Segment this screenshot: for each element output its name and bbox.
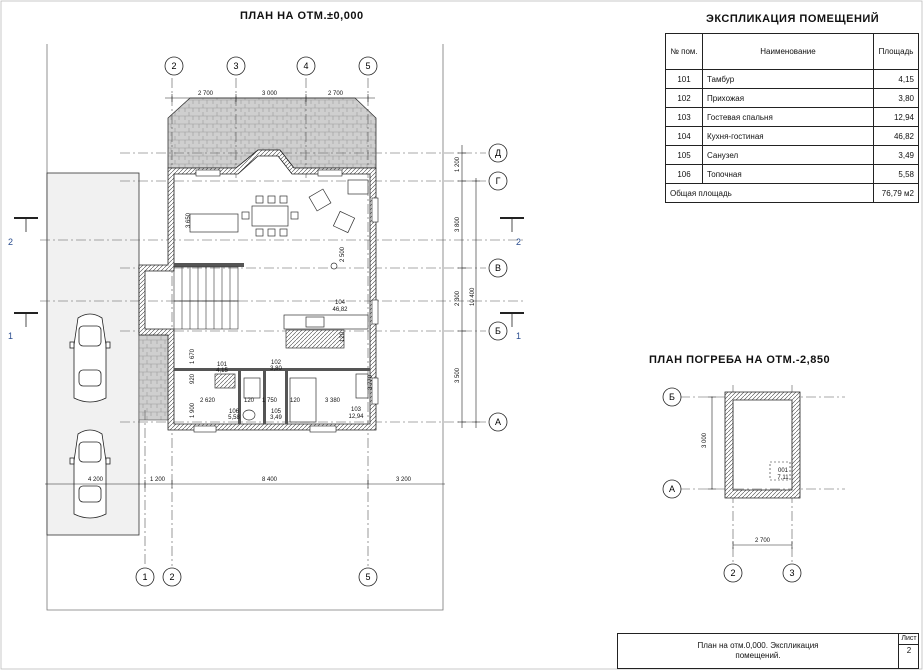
sheet-label: Лист — [899, 634, 919, 645]
axis-label: В — [494, 263, 502, 273]
sofa — [190, 214, 238, 232]
room-tag-number: 104 — [334, 300, 346, 306]
room-tag-area: 3,80 — [270, 366, 282, 372]
section-label: 2 — [8, 237, 14, 247]
room-tag-area: 46,82 — [332, 307, 348, 313]
header-area: Площадь — [874, 34, 919, 70]
dim-interior: 1 750 — [262, 398, 278, 404]
dim-interior: 120 — [244, 398, 255, 404]
room-tag-area: 12,94 — [348, 414, 364, 420]
room-tag-number: 106 — [228, 409, 240, 415]
dim-interior: 120 — [290, 398, 301, 404]
cellar-dim-height: 3 000 — [702, 432, 708, 448]
room-number: 104 — [666, 127, 703, 146]
room-tag-number: 102 — [270, 360, 282, 366]
axis-label: 3 — [233, 61, 239, 71]
armchair — [333, 211, 354, 232]
side-paving — [139, 335, 169, 420]
axis-label: Б — [495, 326, 501, 336]
room-tag-area: 4,15 — [216, 368, 228, 374]
room-area: 3,49 — [874, 146, 919, 165]
dim-right-outer: 10 400 — [470, 287, 476, 306]
dim-right-1: 1 200 — [455, 156, 461, 172]
axis-label: Б — [669, 392, 675, 402]
total-label: Общая площадь — [666, 184, 874, 203]
dim-interior: 2 500 — [340, 246, 346, 262]
dim-car: 4 200 — [88, 477, 104, 483]
dim-right-3: 2 300 — [455, 290, 461, 306]
room-area: 3,80 — [874, 89, 919, 108]
room-tag-number: 101 — [216, 362, 228, 368]
room-tag-number: 105 — [270, 409, 282, 415]
dim-right-4: 3 500 — [455, 367, 461, 383]
cellar-dim-width: 2 700 — [755, 538, 771, 544]
room-name: Гостевая спальня — [703, 108, 874, 127]
room-area: 46,82 — [874, 127, 919, 146]
room-area: 12,94 — [874, 108, 919, 127]
dim-bottom-3: 3 200 — [396, 477, 412, 483]
room-name: Тамбур — [703, 70, 874, 89]
dim-bottom-2: 8 400 — [262, 477, 278, 483]
axis-label: 4 — [303, 61, 309, 71]
sheet-number: 2 — [906, 646, 912, 655]
kitchen-counter — [284, 315, 368, 329]
explication-title: ЭКСПЛИКАЦИЯ ПОМЕЩЕНИЙ — [706, 13, 880, 25]
caption-line-1: План на отм.0,000. Экспликация — [697, 641, 819, 650]
section-label: 1 — [516, 331, 522, 341]
axis-label: Г — [495, 176, 501, 186]
dim-interior: 920 — [190, 373, 196, 384]
dim-top-2: 3 000 — [262, 91, 278, 97]
dim-top-1: 2 700 — [198, 91, 214, 97]
axis-label: 1 — [142, 572, 148, 582]
axis-label: А — [494, 417, 502, 427]
armchair — [309, 189, 331, 211]
room-number: 106 — [666, 165, 703, 184]
room-area: 5,58 — [874, 165, 919, 184]
cellar-plan-title: ПЛАН ПОГРЕБА НА ОТМ.-2,850 — [649, 354, 831, 366]
title-block-caption — [618, 634, 899, 668]
axis-label: 3 — [789, 568, 795, 578]
caption-line-2: помещений. — [735, 651, 781, 660]
room-tag-area: 3,49 — [270, 415, 282, 421]
room-number: 102 — [666, 89, 703, 108]
dim-top-3: 2 700 — [328, 91, 344, 97]
room-number: 105 — [666, 146, 703, 165]
room-tag-area: 7,11 — [777, 475, 789, 481]
room-tag-area: 5,58 — [228, 415, 240, 421]
axis-label: 2 — [169, 572, 175, 582]
room-tag-number: 103 — [350, 407, 362, 413]
dim-interior: 3 650 — [186, 212, 192, 228]
axis-label: А — [668, 484, 676, 494]
room-name: Прихожая — [703, 89, 874, 108]
room-number: 101 — [666, 70, 703, 89]
room-name: Кухня-гостиная — [703, 127, 874, 146]
dim-interior: 1 670 — [190, 348, 196, 364]
axis-label: 5 — [365, 61, 371, 71]
room-tag-number: 001 — [777, 468, 789, 474]
section-label: 2 — [516, 237, 522, 247]
dim-bottom-1: 1 200 — [150, 477, 166, 483]
axis-label: Д — [494, 148, 502, 158]
dining-table — [252, 206, 288, 226]
cellar-walls — [725, 392, 800, 498]
room-area: 4,15 — [874, 70, 919, 89]
header-name: Наименование — [703, 34, 874, 70]
cellar-plan — [663, 385, 845, 582]
dim-interior: 3 770 — [368, 374, 374, 390]
dim-interior: 1 900 — [190, 402, 196, 418]
axis-label: 2 — [730, 568, 736, 578]
header-number: № пом. — [666, 34, 703, 70]
room-name: Топочная — [703, 165, 874, 184]
room-name: Санузел — [703, 146, 874, 165]
dim-interior: 120 — [340, 331, 346, 342]
dim-right-2: 3 800 — [455, 216, 461, 232]
total-value: 76,79 м2 — [874, 184, 919, 203]
dim-interior: 2 620 — [200, 398, 216, 404]
title-block — [617, 633, 919, 669]
axis-label: 5 — [365, 572, 371, 582]
terrace-paving — [168, 98, 376, 168]
staircase — [174, 267, 238, 329]
axis-label: 2 — [171, 61, 177, 71]
section-label: 1 — [8, 331, 14, 341]
dim-interior: 3 380 — [325, 398, 341, 404]
plan-title: ПЛАН НА ОТМ.±0,000 — [240, 10, 364, 22]
room-number: 103 — [666, 108, 703, 127]
